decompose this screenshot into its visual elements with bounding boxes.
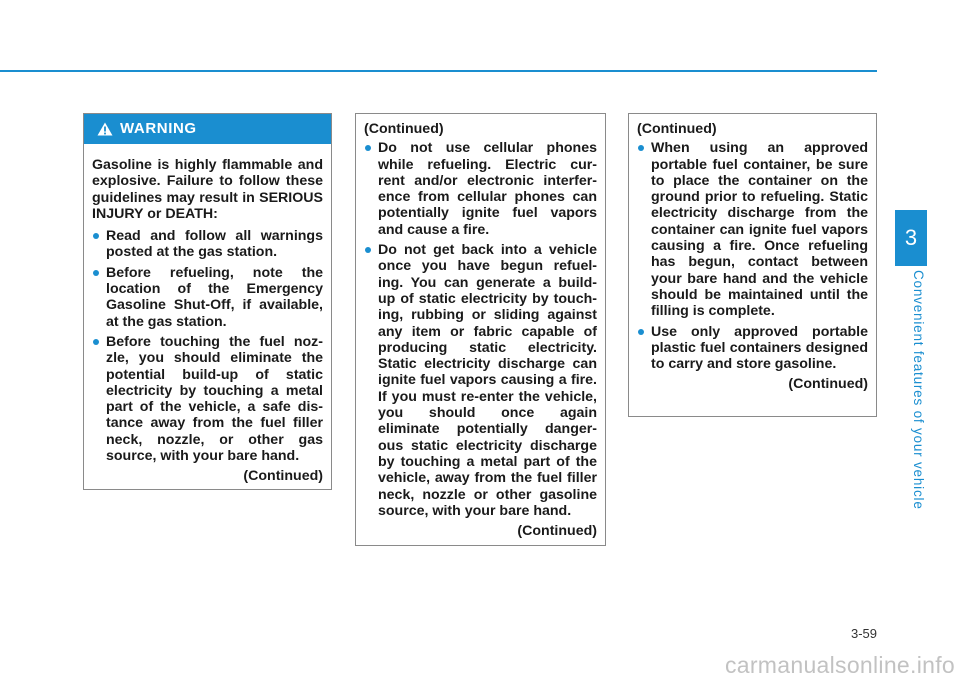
continued-label: (Continued): [517, 523, 597, 540]
warning-header: [84, 114, 331, 144]
bullet-text: When using an approved portable fuel container, be sure to place the container on the ground prior to refueling. Static electricity discharge from the container can ignite fuel vapors causing a fire. Once refueling has begun, contact between your bare hand and the vehicle should be maintained until the filling is complete.: [651, 140, 868, 320]
bullet-dot-icon: [93, 270, 99, 276]
warning-box: [83, 113, 332, 490]
bullet-item: [637, 324, 868, 373]
bullet-item: [364, 242, 597, 519]
bullet-item: [637, 140, 868, 319]
page-number: 3-59: [850, 626, 877, 641]
warning-heading: WARNING: [120, 119, 197, 137]
continued-box-3: [628, 113, 877, 417]
bullet-item: [92, 334, 323, 464]
bullet-dot-icon: [638, 329, 644, 335]
continued-lead: (Continued): [637, 121, 717, 137]
bullet-text: Before touching the fuel noz- zle, you should eliminate the potential build-up of static electricity by touching a metal part of the vehicle, a safe dis- tance away from the fuel filler neck, nozzle, or other gas source, with your bare hand.: [106, 333, 323, 465]
continued-label: (Continued): [243, 468, 323, 485]
warning-triangle-icon: [97, 122, 113, 136]
bullet-dot-icon: [365, 247, 371, 253]
chapter-number-tab: 3: [895, 210, 927, 266]
chapter-title: Convenient features of your vehicle: [911, 270, 926, 510]
bullet-dot-icon: [93, 233, 99, 239]
bullet-item: [92, 228, 323, 261]
continued-label: (Continued): [788, 376, 868, 393]
bullet-dot-icon: [638, 145, 644, 151]
bullet-text: Before refueling, note the location of the Emergency Gasoline Shut-Off, if available, at the gas station.: [106, 264, 323, 330]
header-rule: [0, 70, 877, 72]
warning-bullet-list: [92, 228, 323, 464]
watermark: carmanualsonline.info: [724, 652, 955, 678]
continued-lead: (Continued): [364, 121, 444, 137]
bullet-text: Read and follow all warnings posted at the gas station.: [106, 228, 323, 261]
bullet-text: Do not use cellular phones while refueling. Electric cur- rent and/or electronic interfer- ence from cellular phones can potentially ignite fuel vapors and cause a fire.: [378, 140, 597, 238]
continued-box-2: [355, 113, 606, 546]
bullet-dot-icon: [365, 145, 371, 151]
bullet-dot-icon: [93, 339, 99, 345]
bullet-item: [92, 265, 323, 330]
bullet-list-3: [637, 140, 868, 372]
bullet-item: [364, 140, 597, 238]
bullet-text: Do not get back into a vehicle once you have begun refuel- ing. You can generate a build- up of static electricity by touch- ing, rubbing or sliding against any item or fabric capable of producing static electricity. Static electricity discharge can ignite fuel vapors causing a fire. If you must re-enter the vehicle, you should once again eliminate potentially danger- ous static electricity discharge by touching a metal part of the vehicle, away from the fuel filler neck, nozzle or other gasoline source, with your bare hand.: [378, 242, 597, 519]
warning-intro: Gasoline is highly flammable and explosive. Failure to follow these guidelines may result in SERIOUS INJURY or DEATH:: [92, 157, 323, 222]
bullet-text: Use only approved portable plastic fuel containers designed to carry and store gasoline.: [651, 323, 868, 373]
bullet-list-2: [364, 140, 597, 519]
